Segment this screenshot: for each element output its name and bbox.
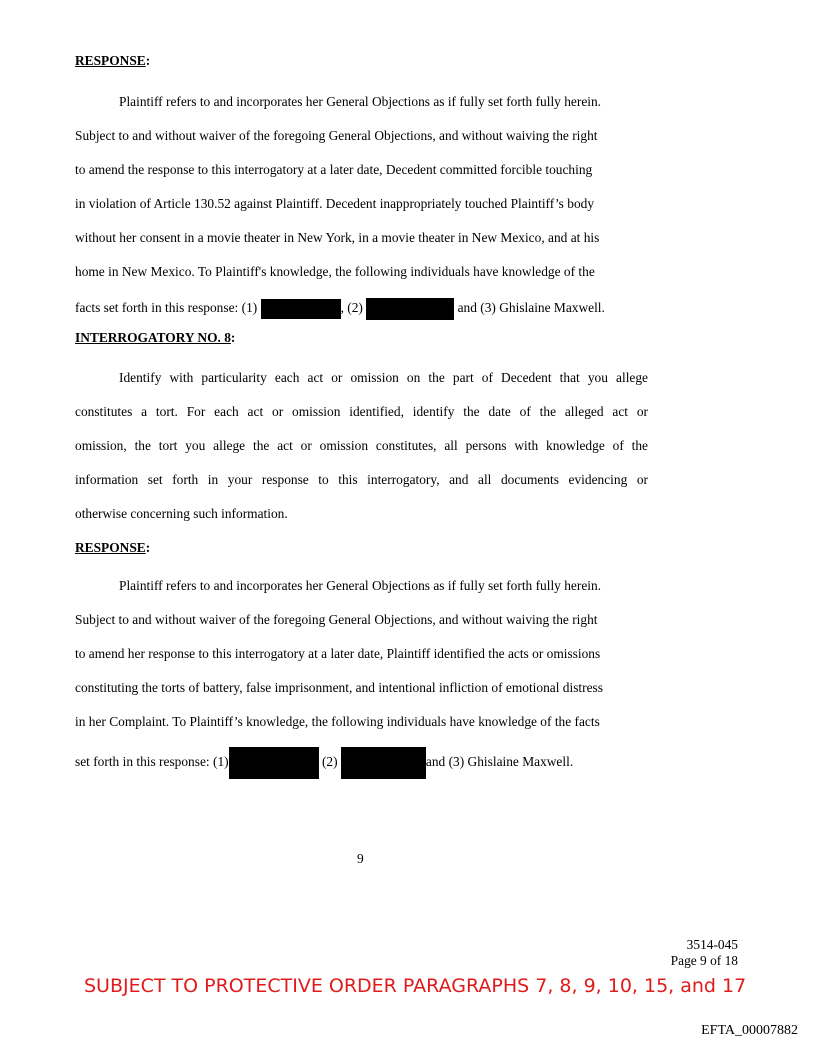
paragraph-line: Identify with particularity each act or omission on the part of Decedent that you allege (119, 370, 648, 385)
paragraph-line: information set forth in your response to this interrogatory, and all documents evidencing or (75, 472, 648, 487)
interrogatory-heading: INTERROGATORY NO. 8: (75, 330, 236, 345)
paragraph-line: constituting the torts of battery, false imprisonment, and intentional infliction of emotional distress (75, 680, 603, 695)
page-of-total: Page 9 of 18 (670, 953, 738, 968)
redaction-block (261, 299, 341, 319)
paragraph-line: Subject to and without waiver of the foregoing General Objections, and without waiving the right (75, 128, 598, 143)
paragraph-line: Plaintiff refers to and incorporates her General Objections as if fully set forth fully herein. (119, 578, 602, 593)
paragraph-line: constitutes a tort. For each act or omission identified, identify the date of the alleged act or (75, 404, 648, 419)
paragraph-line-with-redactions: facts set forth in this response: (1) , (2) and (3) Ghislaine Maxwell. (75, 298, 648, 320)
paragraph-line: to amend her response to this interrogatory at a later date, Plaintiff identified the acts or omissions (75, 646, 601, 661)
paragraph-line: Subject to and without waiver of the foregoing General Objections, and without waiving the right (75, 612, 598, 627)
paragraph-line: without her consent in a movie theater in New York, in a movie theater in New Mexico, and at his (75, 230, 600, 245)
paragraph-line: in her Complaint. To Plaintiff’s knowledge, the following individuals have knowledge of the facts (75, 714, 600, 729)
redaction-block (366, 298, 454, 320)
redaction-block (229, 747, 319, 779)
paragraph-line: in violation of Article 130.52 against Plaintiff. Decedent inappropriately touched Plaintiff’s body (75, 196, 595, 211)
redaction-block (341, 747, 426, 779)
bates-number: EFTA_00007882 (701, 1023, 798, 1038)
paragraph-line: home in New Mexico. To Plaintiff's knowledge, the following individuals have knowledge of the (75, 264, 595, 279)
paragraph-line: to amend the response to this interrogatory at a later date, Decedent committed forcible touching (75, 162, 593, 177)
response-heading-2: RESPONSE: (75, 540, 151, 555)
response-heading-1: RESPONSE: (75, 53, 151, 68)
paragraph-line-with-redactions: set forth in this response: (1) (2) and (3) Ghislaine Maxwell. (75, 747, 648, 779)
paragraph-line: otherwise concerning such information. (75, 506, 288, 521)
document-code: 3514-045 (686, 937, 738, 952)
paragraph-line: omission, the tort you allege the act or omission constitutes, all persons with knowledge of the (75, 438, 648, 453)
protective-order-notice: SUBJECT TO PROTECTIVE ORDER PARAGRAPHS 7, 8, 9, 10, 15, and 17 (84, 975, 747, 997)
paragraph-line: Plaintiff refers to and incorporates her General Objections as if fully set forth fully herein. (119, 94, 602, 109)
page-number: 9 (357, 851, 364, 866)
